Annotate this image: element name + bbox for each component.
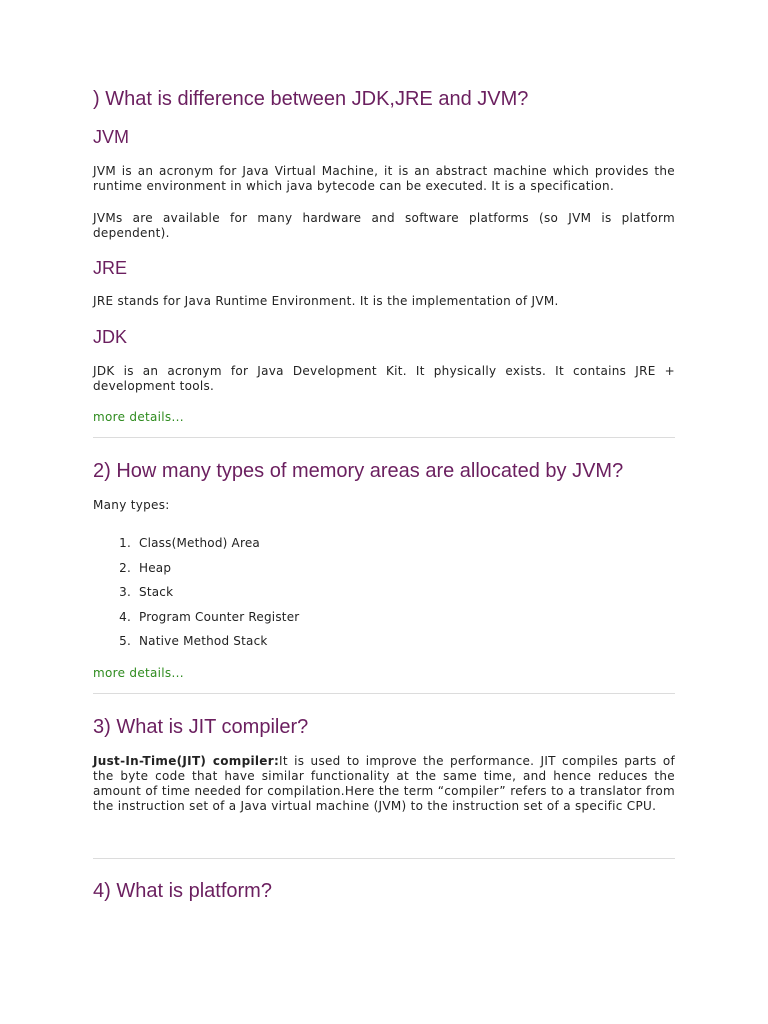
divider xyxy=(93,437,675,438)
jdk-paragraph: JDK is an acronym for Java Development Kit. It physically exists. It contains JRE + development tools. xyxy=(93,364,675,393)
jvm-paragraph-1: JVM is an acronym for Java Virtual Machine, it is an abstract machine which provides the runtime environment in which java bytecode can be executed. It is a specification. xyxy=(93,164,675,193)
divider xyxy=(93,693,675,694)
list-item xyxy=(93,585,675,610)
list-item-label: Stack xyxy=(139,585,174,599)
divider xyxy=(93,858,675,859)
list-item-label: Class(Method) Area xyxy=(139,536,260,550)
q1-more-details-link[interactable]: more details... xyxy=(93,410,184,424)
memory-areas-list xyxy=(93,536,675,659)
q3-title: 3) What is JIT compiler? xyxy=(93,716,309,738)
jit-paragraph xyxy=(93,754,675,814)
list-item-number: 4. xyxy=(119,609,131,624)
list-item-number: 1. xyxy=(119,536,131,550)
list-item xyxy=(93,536,675,561)
list-item-number: 5. xyxy=(119,634,131,648)
jdk-heading: JDK xyxy=(93,327,128,347)
list-item-label: Native Method Stack xyxy=(139,634,268,648)
list-item-number: 2. xyxy=(119,560,131,575)
list-item-label: Program Counter Register xyxy=(139,609,300,624)
jit-body: It is used to improve the performance. JIT compiles parts of the byte code that have similar functionality at the same time, and hence reduces the amount of time needed for compilation.Here the term “compiler” refers to a translator from the instruction set of a Java virtual machine (JVM) to the instruction set of a specific CPU. xyxy=(93,754,675,813)
list-item xyxy=(93,561,675,586)
jit-bold-lead: Just-In-Time(JIT) compiler: xyxy=(93,754,280,768)
jvm-heading: JVM xyxy=(93,127,129,147)
q2-more-details-link[interactable]: more details... xyxy=(93,666,184,680)
list-item-label: Heap xyxy=(139,560,172,575)
q4-title: 4) What is platform? xyxy=(93,880,272,902)
jre-heading: JRE xyxy=(93,258,128,278)
q2-title: 2) How many types of memory areas are allocated by JVM? xyxy=(93,460,624,482)
q1-title: ) What is difference between JDK,JRE and JVM? xyxy=(93,88,529,110)
jre-paragraph: JRE stands for Java Runtime Environment. It is the implementation of JVM. xyxy=(93,294,559,308)
list-item-number: 3. xyxy=(119,585,131,599)
q2-intro: Many types: xyxy=(93,498,170,512)
list-item xyxy=(93,634,675,659)
list-item xyxy=(93,610,675,635)
jvm-paragraph-2: JVMs are available for many hardware and software platforms (so JVM is platform dependent). xyxy=(93,211,675,240)
